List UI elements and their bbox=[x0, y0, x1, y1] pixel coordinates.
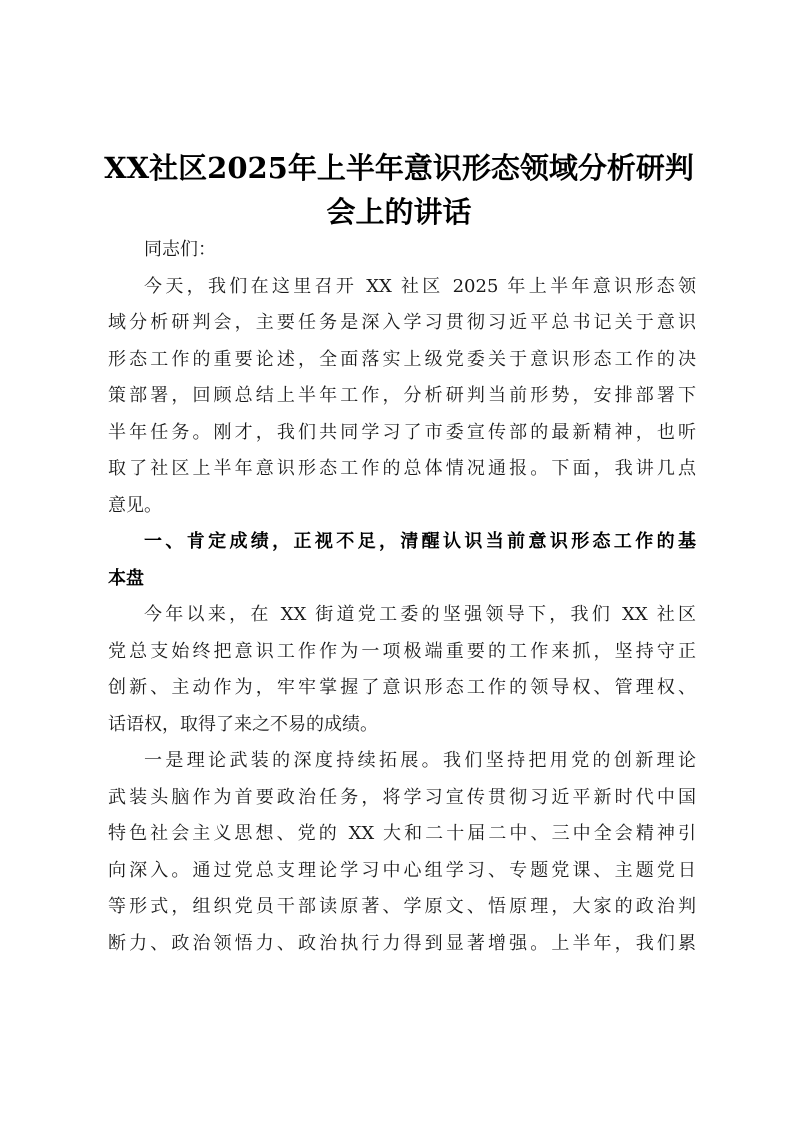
paragraph-2-line-2: 党总支始终把意识工作作为一项极端重要的工作来抓，坚持守正 bbox=[108, 640, 696, 662]
paragraph-2-line-1: 今年以来，在 XX 街道党工委的坚强领导下，我们 XX 社区 bbox=[144, 604, 696, 625]
paragraph-3-line-5: 等形式，组织党员干部读原著、学原文、悟原理，大家的政治判 bbox=[108, 896, 696, 917]
document-title-line-1: XX社区2025年上半年意识形态领域分析研判 bbox=[104, 151, 694, 185]
paragraph-3-line-4: 向深入。通过党总支理论学习中心组学习、专题党课、主题党日 bbox=[108, 859, 696, 881]
salutation: 同志们： bbox=[144, 239, 216, 260]
paragraph-2-line-4: 话语权，取得了来之不易的成绩。 bbox=[108, 713, 378, 735]
paragraph-1-line-6: 取了社区上半年意识形态工作的总体情况通报。下面，我讲几点 bbox=[108, 458, 696, 479]
section-heading-1-line-2: 本盘 bbox=[108, 567, 144, 589]
document-body bbox=[108, 232, 696, 962]
paragraph-1-line-3: 形态工作的重要论述，全面落实上级党委关于意识形态工作的决 bbox=[108, 348, 696, 370]
paragraph-3-line-3: 特色社会主义思想、党的 XX 大和二十届二中、三中全会精神引 bbox=[108, 823, 696, 844]
document-title-line-2: 会上的讲话 bbox=[326, 195, 472, 229]
section-heading-1-line-1: 一、肯定成绩，正视不足，清醒认识当前意识形态工作的基 bbox=[144, 531, 696, 552]
paragraph-3-line-6: 断力、政治领悟力、政治执行力得到显著增强。上半年，我们累 bbox=[108, 932, 696, 954]
paragraph-3-line-2: 武装头脑作为首要政治任务，将学习宣传贯彻习近平新时代中国 bbox=[108, 786, 696, 808]
paragraph-1-line-5: 半年任务。刚才，我们共同学习了市委宣传部的最新精神，也听 bbox=[108, 421, 696, 443]
paragraph-1-line-1: 今天，我们在这里召开 XX 社区 2025 年上半年意识形态领 bbox=[144, 275, 696, 297]
paragraph-1-line-7: 意见。 bbox=[108, 494, 162, 516]
paragraph-1-line-4: 策部署，回顾总结上半年工作，分析研判当前形势，安排部署下 bbox=[108, 385, 696, 406]
paragraph-3-line-1: 一是理论武装的深度持续拓展。我们坚持把用党的创新理论 bbox=[144, 750, 696, 771]
paragraph-2-line-3: 创新、主动作为，牢牢掌握了意识形态工作的领导权、管理权、 bbox=[108, 677, 696, 698]
paragraph-1-line-2: 域分析研判会，主要任务是深入学习贯彻习近平总书记关于意识 bbox=[108, 312, 696, 333]
